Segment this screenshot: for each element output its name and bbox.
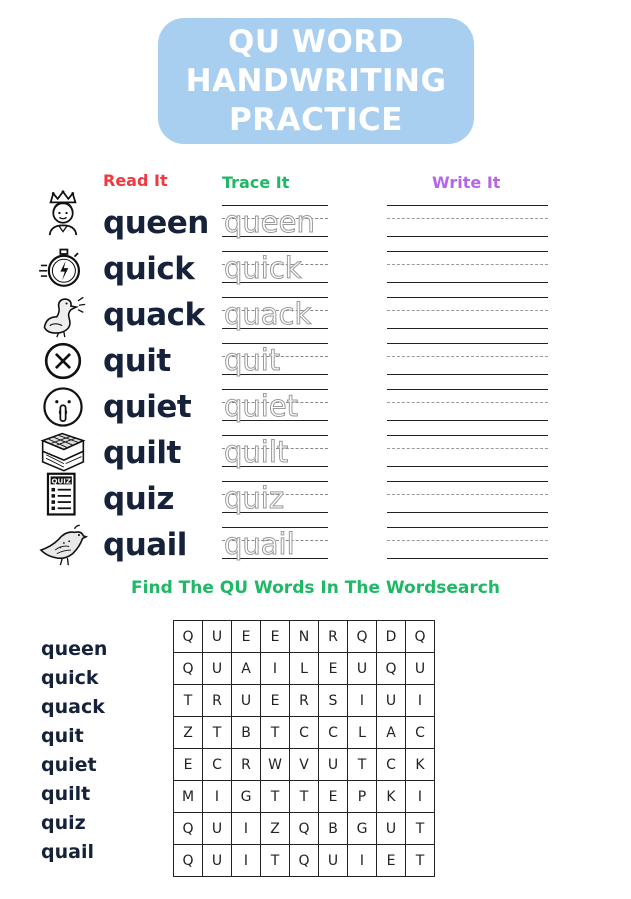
write-it-header: Write It [432, 173, 501, 192]
grid-cell[interactable]: Q [174, 845, 203, 877]
grid-cell[interactable]: Z [174, 717, 203, 749]
list-word-quiz: quiz [41, 812, 86, 834]
grid-cell[interactable]: W [261, 749, 290, 781]
trace-it-header: Trace It [222, 173, 290, 192]
grid-row [174, 781, 435, 813]
grid-cell[interactable]: Q [348, 621, 377, 653]
grid-cell[interactable]: Q [174, 653, 203, 685]
grid-cell[interactable]: I [261, 653, 290, 685]
list-word-quail: quail [41, 841, 94, 863]
list-word-quilt: quilt [41, 783, 91, 805]
grid-cell[interactable]: U [203, 621, 232, 653]
grid-cell[interactable]: T [290, 781, 319, 813]
grid-cell[interactable]: P [348, 781, 377, 813]
grid-cell[interactable]: Q [174, 621, 203, 653]
grid-row [174, 685, 435, 717]
read-word-quiet: quiet [103, 389, 192, 425]
list-word-quick: quick [41, 667, 99, 689]
trace-lines-quiet [222, 389, 328, 423]
grid-cell[interactable]: T [261, 781, 290, 813]
write-lines-queen [387, 205, 548, 239]
grid-cell[interactable]: E [261, 685, 290, 717]
grid-cell[interactable]: N [290, 621, 319, 653]
read-word-quiz: quiz [103, 481, 174, 517]
grid-cell[interactable]: C [406, 717, 435, 749]
write-lines-quiz [387, 481, 548, 515]
grid-cell[interactable]: T [261, 717, 290, 749]
read-word-quail: quail [103, 527, 187, 563]
grid-cell[interactable]: I [232, 845, 261, 877]
shush-face-icon [36, 384, 90, 430]
grid-cell[interactable]: U [377, 813, 406, 845]
grid-cell[interactable]: E [174, 749, 203, 781]
grid-cell[interactable]: I [348, 685, 377, 717]
grid-cell[interactable]: Z [261, 813, 290, 845]
grid-row [174, 717, 435, 749]
grid-row [174, 621, 435, 653]
title-line-3: PRACTICE [229, 101, 403, 138]
grid-cell[interactable]: U [319, 845, 348, 877]
grid-cell[interactable]: U [203, 813, 232, 845]
trace-word-quail: quail [224, 527, 295, 561]
grid-cell[interactable]: C [203, 749, 232, 781]
grid-row [174, 813, 435, 845]
grid-cell[interactable]: U [319, 749, 348, 781]
grid-cell[interactable]: D [377, 621, 406, 653]
trace-word-quiet: quiet [224, 389, 299, 423]
write-lines-quilt [387, 435, 548, 469]
grid-cell[interactable]: T [261, 845, 290, 877]
grid-cell[interactable]: I [203, 781, 232, 813]
trace-lines-quiz [222, 481, 328, 515]
grid-cell[interactable]: U [348, 653, 377, 685]
grid-cell[interactable]: U [406, 653, 435, 685]
grid-cell[interactable]: L [290, 653, 319, 685]
cross-circle-icon [36, 338, 90, 384]
grid-cell[interactable]: Q [290, 813, 319, 845]
grid-cell[interactable]: U [232, 685, 261, 717]
trace-lines-quail [222, 527, 328, 561]
trace-word-quiz: quiz [224, 481, 285, 515]
grid-cell[interactable]: U [377, 685, 406, 717]
grid-cell[interactable]: C [319, 717, 348, 749]
grid-cell[interactable]: G [348, 813, 377, 845]
grid-cell[interactable]: U [203, 845, 232, 877]
grid-cell[interactable]: R [203, 685, 232, 717]
grid-cell[interactable]: B [232, 717, 261, 749]
grid-cell[interactable]: Q [290, 845, 319, 877]
quilt-icon [36, 430, 90, 476]
grid-cell[interactable]: R [290, 685, 319, 717]
list-word-queen: queen [41, 638, 108, 660]
trace-word-quack: quack [224, 297, 312, 331]
trace-lines-queen [222, 205, 328, 239]
wordsearch-grid [173, 620, 435, 877]
trace-word-queen: queen [224, 205, 315, 239]
grid-cell[interactable]: L [348, 717, 377, 749]
duck-icon [36, 292, 90, 338]
grid-row [174, 845, 435, 877]
grid-cell[interactable]: Q [406, 621, 435, 653]
grid-cell[interactable]: E [377, 845, 406, 877]
grid-cell[interactable]: Q [377, 653, 406, 685]
write-lines-quick [387, 251, 548, 285]
grid-cell[interactable]: E [232, 621, 261, 653]
grid-cell[interactable]: E [319, 653, 348, 685]
stopwatch-icon [36, 246, 90, 292]
write-lines-quit [387, 343, 548, 377]
grid-cell[interactable]: K [377, 781, 406, 813]
read-word-quilt: quilt [103, 435, 181, 471]
trace-word-quick: quick [224, 251, 302, 285]
grid-row [174, 653, 435, 685]
trace-lines-quilt [222, 435, 328, 469]
title-line-1: QU WORD [228, 23, 404, 60]
trace-lines-quick [222, 251, 328, 285]
read-word-quit: quit [103, 343, 171, 379]
grid-cell[interactable]: B [319, 813, 348, 845]
title-banner [158, 18, 474, 144]
write-lines-quiet [387, 389, 548, 423]
grid-cell[interactable]: I [406, 781, 435, 813]
read-word-quack: quack [103, 297, 205, 333]
title-line-2: HANDWRITING [185, 62, 447, 99]
read-word-queen: queen [103, 205, 209, 241]
grid-cell[interactable]: R [319, 621, 348, 653]
queen-icon [36, 190, 90, 236]
grid-cell[interactable]: C [290, 717, 319, 749]
grid-cell[interactable]: G [232, 781, 261, 813]
read-it-header: Read It [103, 171, 168, 190]
grid-cell[interactable]: K [406, 749, 435, 781]
trace-word-quilt: quilt [224, 435, 289, 469]
grid-cell[interactable]: T [348, 749, 377, 781]
grid-cell[interactable]: C [377, 749, 406, 781]
grid-cell[interactable]: I [406, 685, 435, 717]
grid-cell[interactable]: E [261, 621, 290, 653]
trace-word-quit: quit [224, 343, 281, 377]
write-lines-quail [387, 527, 548, 561]
list-word-quack: quack [41, 696, 105, 718]
grid-cell[interactable]: A [232, 653, 261, 685]
grid-cell[interactable]: T [174, 685, 203, 717]
grid-cell[interactable]: M [174, 781, 203, 813]
grid-cell[interactable]: R [232, 749, 261, 781]
grid-cell[interactable]: V [290, 749, 319, 781]
grid-row [174, 749, 435, 781]
write-lines-quack [387, 297, 548, 331]
grid-cell[interactable]: Q [174, 813, 203, 845]
svg-text:QUIZ: QUIZ [51, 476, 71, 486]
grid-cell[interactable]: I [348, 845, 377, 877]
grid-cell[interactable]: U [203, 653, 232, 685]
grid-cell[interactable]: T [203, 717, 232, 749]
quiz-sheet-icon [36, 472, 90, 518]
list-word-quiet: quiet [41, 754, 97, 776]
grid-cell[interactable]: S [319, 685, 348, 717]
read-word-quick: quick [103, 251, 195, 287]
grid-cell[interactable]: T [406, 845, 435, 877]
grid-cell[interactable]: E [319, 781, 348, 813]
grid-cell[interactable]: I [232, 813, 261, 845]
list-word-quit: quit [41, 725, 84, 747]
grid-cell[interactable]: T [406, 813, 435, 845]
grid-cell[interactable]: A [377, 717, 406, 749]
trace-lines-quack [222, 297, 328, 331]
wordsearch-title: Find The QU Words In The Wordsearch [131, 578, 500, 598]
trace-lines-quit [222, 343, 328, 377]
quail-icon [36, 520, 90, 566]
